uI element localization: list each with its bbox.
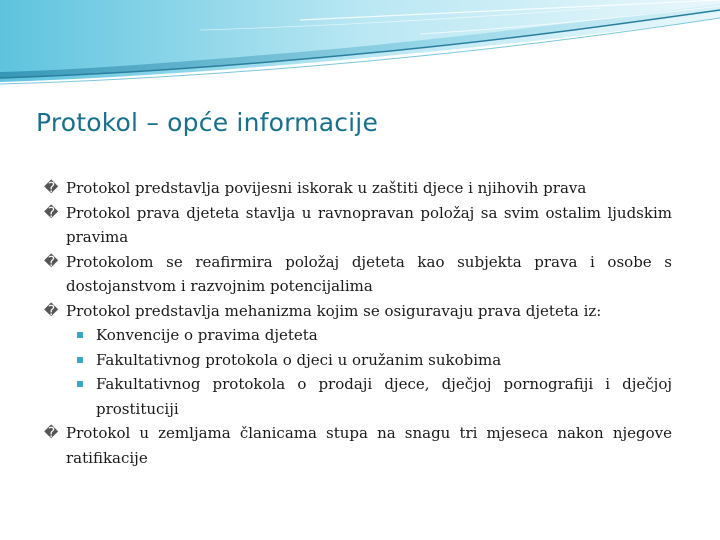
missing-glyph-icon: � [44,302,59,319]
bullet-item [44,299,672,324]
square-bullet-icon [77,357,83,363]
bullet-text: Protokol predstavlja mehanizma kojim se osiguravaju prava djeteta iz: [66,301,602,320]
sub-bullet-item [44,348,672,373]
square-bullet-icon [77,381,83,387]
sub-bullet-text: Konvencije o pravima djeteta [96,326,318,344]
header-wave-decoration [0,0,720,90]
missing-glyph-icon: � [44,204,59,221]
bullet-text: Protokol predstavlja povijesni iskorak u zaštiti djece i njihovih prava [66,179,587,197]
missing-glyph-icon: � [44,253,59,270]
sub-bullet-text: Fakultativnog protokola o prodaji djece, dječjoj pornografiji i dječjoj prostituciji [96,375,672,418]
bullet-text: Protokol u zemljama članicama stupa na snagu tri mjeseca nakon njegove ratifikacije [66,424,672,467]
bullet-item [44,250,672,299]
bullet-item [44,176,672,201]
bullet-list [44,176,672,470]
square-bullet-icon [77,332,83,338]
sub-bullet-item [44,372,672,421]
sub-bullet-item [44,323,672,348]
sub-bullet-text: Fakultativnog protokola o djeci u oružanim sukobima [96,350,502,369]
missing-glyph-icon: � [44,180,59,196]
bullet-text: Protokolom se reafirmira položaj djeteta kao subjekta prava i osobe s dostojanstvom i razvojnim potencijalima [66,252,672,295]
bullet-text: Protokol prava djeteta stavlja u ravnopravan položaj sa svim ostalim ljudskim pravima [66,203,672,246]
bullet-item [44,201,672,250]
bullet-item [44,421,672,470]
slide-title: Protokol – opće informacije [36,108,379,137]
missing-glyph-icon: � [44,425,59,441]
